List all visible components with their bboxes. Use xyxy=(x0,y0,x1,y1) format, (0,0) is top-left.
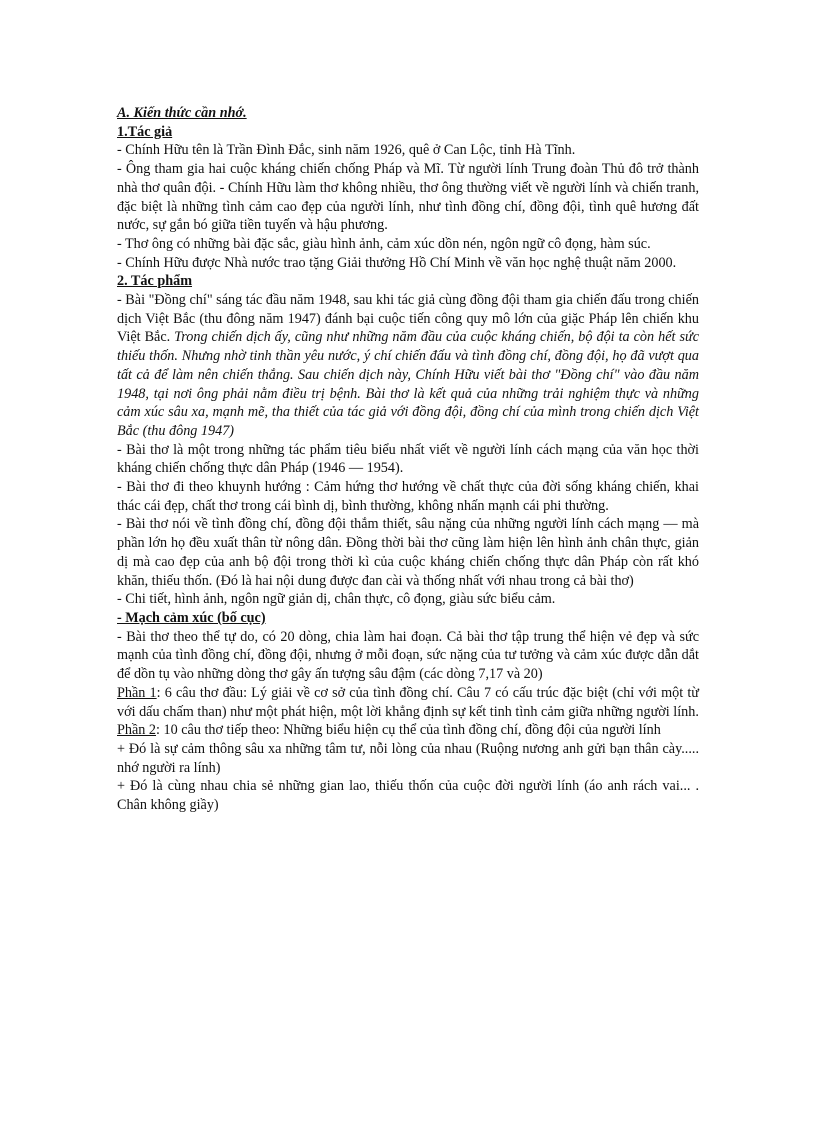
structure-heading: - Mạch cảm xúc (bố cục) xyxy=(117,609,266,626)
work-paragraph-1-plain: - Bài "Đồng chí" sáng tác đầu năm 1948, sau khi tác giả cùng đồng đội tham gia chiến đấu trong chiến dịch Việt Bắc (thu đông năm 1947) đánh bại cuộc tiến công quy mô lớn của giặc Pháp lên chiến khu Việt Bắc. xyxy=(117,292,699,346)
structure-paragraph-1: - Bài thơ theo thể tự do, có 20 dòng, chia làm hai đoạn. Cả bài thơ tập trung thể hiện vẻ đẹp và sức mạnh của tình đồng chí, đồng đội, nhưng ở mỗi đoạn, sức nặng của tư tưởng và cảm xúc được dẫn dắt để dồn tụ vào những dòng thơ gây ấn tượng sâu đậm (các dòng 7,17 và 20) xyxy=(117,628,699,683)
part-1-text: : 6 câu thơ đầu: Lý giải về cơ sở của tình đồng chí. Câu 7 có cấu trúc đặc biệt (chỉ với một từ với dấu chấm than) như một phát hiện, một lời khẳng định sự kết tinh tình cảm giữa những người lính. xyxy=(117,684,699,720)
structure-part-1 xyxy=(117,684,699,721)
document-page xyxy=(117,104,699,815)
author-paragraph-4: - Chính Hữu được Nhà nước trao tặng Giải thưởng Hồ Chí Minh về văn học nghệ thuật năm 2000. xyxy=(117,254,677,271)
work-paragraph-3: - Bài thơ đi theo khuynh hướng : Cảm hứng thơ hướng về chất thực của đời sống kháng chiến, khai thác cái đẹp, chất thơ trong cái bình dị, bình thường, không nhấn mạnh cái phi thường. xyxy=(117,479,699,514)
section-heading-a: A. Kiến thức cần nhớ. xyxy=(117,105,247,121)
part-2-label: Phần 2 xyxy=(117,722,157,739)
work-paragraph-5: - Chi tiết, hình ảnh, ngôn ngữ giản dị, chân thực, cô đọng, giàu sức biểu cảm. xyxy=(117,591,556,608)
work-paragraph-4: - Bài thơ nói về tình đồng chí, đồng đội thắm thiết, sâu nặng của những người lính cách mạng — mà phần lớn họ đều xuất thân từ nông dân. Đồng thời bài thơ cũng làm hiện lên hình ảnh chân thực, giản dị mà cao đẹp của anh bộ đội trong thời kì của cuộc kháng chiến chống thực dân Pháp còn rất khó khăn, thiếu thốn. (Đó là hai nội dung được đan cài và thống nhất với nhau trong cả bài thơ) xyxy=(117,516,699,589)
work-paragraph-2: - Bài thơ là một trong những tác phẩm tiêu biểu nhất viết về người lính cách mạng của văn học thời kháng chiến chống thực dân Pháp (1946 — 1954). xyxy=(117,441,699,477)
work-heading: 2. Tác phẩm xyxy=(117,273,193,290)
work-paragraph-1-italic: Trong chiến dịch ấy, cũng như những năm đầu của cuộc kháng chiến, bộ đội ta còn hết sức thiếu thốn. Nhưng nhờ tinh thần yêu nước, ý chí chiến đấu và tình đồng chí, đồng đội, họ đã vượt qua tất cả để làm nên chiến thắng. Sau chiến dịch này, Chính Hữu viết bài thơ "Đồng chí" vào đầu năm 1948, tại nơi ông phải nằm điều trị bệnh. Bài thơ là kết quả của những trải nghiệm thực và những cảm xúc sâu xa, mạnh mẽ, tha thiết của tác giả với đồng đội, đồng chí của mình trong chiến dịch Việt Bắc (thu đông 1947) xyxy=(117,329,699,439)
structure-part-2 xyxy=(117,721,699,740)
structure-bullet-2: + Đó là cùng nhau chia sẻ những gian lao, thiếu thốn của cuộc đời người lính (áo anh rách vai... . Chân không giầy) xyxy=(117,778,699,814)
structure-bullet-1: + Đó là sự cảm thông sâu xa những tâm tư, nỗi lòng của nhau (Ruộng nương anh gửi bạn thân cày..... nhớ người ra lính) xyxy=(117,740,699,776)
author-heading: 1.Tác giả xyxy=(117,123,173,140)
work-paragraph-1 xyxy=(117,291,699,441)
author-paragraph-1: - Chính Hữu tên là Trần Đình Đắc, sinh năm 1926, quê ở Can Lộc, tỉnh Hà Tĩnh. xyxy=(117,142,576,159)
author-paragraph-2: - Ông tham gia hai cuộc kháng chiến chống Pháp và Mĩ. Từ người lính Trung đoàn Thủ đô trở thành nhà thơ quân đội. - Chính Hữu làm thơ không nhiều, thơ ông thường viết về người lính và chiến tranh, đặc biệt là những tình cảm cao đẹp của người lính, như tình đồng chí, đồng đội, tình quê hương đất nước, sự gắn bó giữa tiền tuyến và hậu phương. xyxy=(117,161,699,234)
author-paragraph-3: - Thơ ông có những bài đặc sắc, giàu hình ảnh, cảm xúc dồn nén, ngôn ngữ cô đọng, hàm súc. xyxy=(117,235,651,252)
part-1-label: Phần 1 xyxy=(117,684,157,701)
part-2-text: : 10 câu thơ tiếp theo: Những biểu hiện cụ thể của tình đồng chí, đồng đội của người lính xyxy=(156,722,661,739)
